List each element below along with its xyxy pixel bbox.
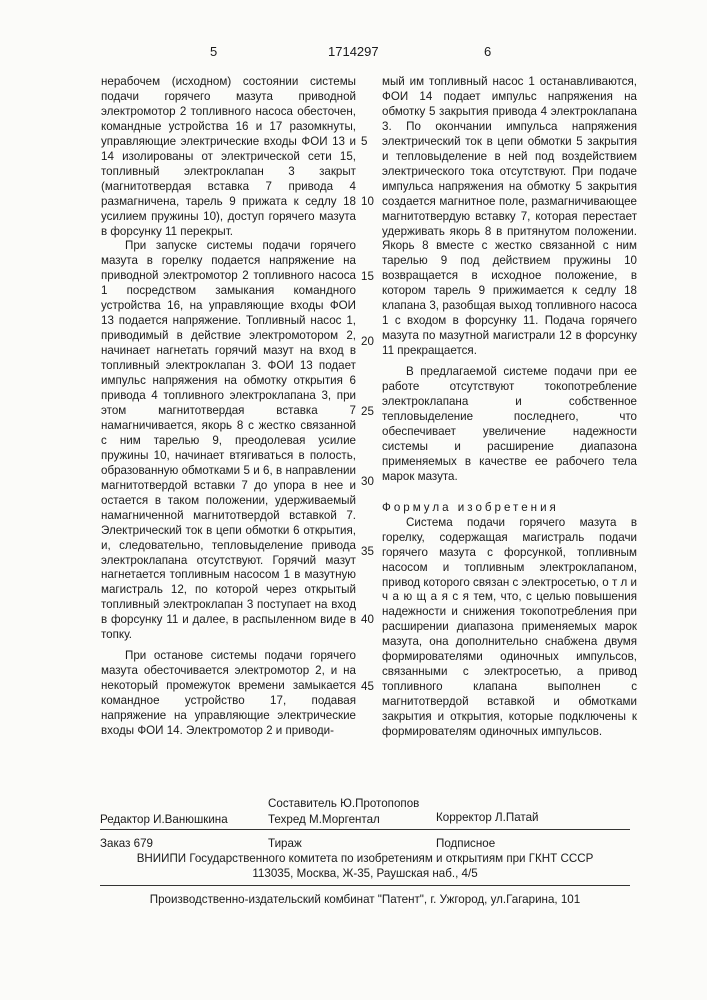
institute: ВНИИПИ Государственного комитета по изобретениям и открытиям при ГКНТ СССР	[136, 852, 594, 865]
divider	[100, 829, 630, 830]
line-number: 25	[361, 405, 374, 418]
line-number: 5	[361, 135, 368, 148]
line-number: 20	[361, 335, 374, 348]
address: 113035, Москва, Ж-35, Раушская наб., 4/5	[252, 867, 478, 880]
patent-number: 1714297	[328, 44, 379, 59]
claims-text: Система подачи горячего мазута в горелку, содержащая магистраль подачи горячего мазута с форсункой, топливным насосом и топливным электроклапаном, привод которого связан с электросетью, о т л и ч а ю щ а я с я тем, что, с целью повышения надежности и снижения токопотребления при расширении диапазона применяемых марок мазута, она дополнительно снабжена двумя формирователями одиночных импульсов, связанными с электросетью, а привод топливного клапана выполнен с магнитотвердой вставкой и обмотками закрытия и открытия, которые подключены к формирователям одиночных импульсов.	[382, 515, 637, 739]
corrector: Корректор Л.Патай	[436, 811, 539, 824]
line-number: 15	[361, 270, 374, 283]
line-number: 40	[361, 613, 374, 626]
publisher: Производственно-издательский комбинат "Патент", г. Ужгород, ул.Гагарина, 101	[149, 893, 581, 906]
circulation: Тираж	[268, 837, 302, 850]
line-number: 10	[361, 195, 374, 208]
line-number: 30	[361, 475, 374, 488]
right-page-number: 6	[484, 44, 492, 59]
paragraph: мый им топливный насос 1 останавливаются, ФОИ 14 подает импульс напряжения на обмотку 5 закрытия привода 4 электроклапана 3. По окончании импульса напряжения электрический ток в цепи обмотки 5 закрытия и тепловыделение в ней под воздействием электрического тока отсутствуют. При подаче импульса напряжения на обмотку 5 закрытия создается магнитное поле, размагничивающее магнитотвердую вставку 7, которая перестает удерживать якорь 8 в притянутом положении. Якорь 8 вместе с жестко связанной с ним тарелью 9 под действием пружины 10 возвращается в исходное положение, в котором тарель 9 прижимается к седлу 18 клапана 3, разобщая выход топливного насоса 1 с входом в форсунку 11. Подача горячего мазута по мазутной магистрали 12 в форсунку 11 прекращается.	[382, 75, 637, 358]
tech-editor: Техред М.Моргентал	[268, 813, 380, 826]
left-column	[101, 75, 356, 739]
claims-heading: Формула изобретения	[382, 500, 559, 514]
subscription: Подписное	[436, 837, 496, 850]
paragraph: При останове системы подачи горячего мазута обесточивается электромотор 2, и на некоторый промежуток времени замыкается командное устройство 17, подавая напряжение на управляющие электрические входы ФОИ 14. Электромотор 2 и приводи-	[101, 649, 356, 737]
paragraph: При запуске системы подачи горячего мазута в горелку подается напряжение на приводной электромотор 2 топливного насоса 1 посредством замыкания командного устройства 16, на управляющие входы ФОИ 13 подается напряжение. Топливный насос 1, приводимый в действие электромотором 2, начинает нагнетать горячий мазут на вход в топливный электроклапан 3. ФОИ 13 подает импульс напряжения на обмотку открытия 6 привода 4 топливного электроклапана 3, при этом магнитотвердая вставка 7 намагничивается, якорь 8 с жестко связанной с ним тарелью 9, преодолевая усилие пружины 10, начинает втягиваться в полость, образованную обмотками 5 и 6, в направлении магнитотвердой вставки 7 до упора в нее и остается в таком положении, удерживаемый намагниченной магнитотвердой вставкой 7. Электрический ток в цепи обмотки 6 открытия, и, следовательно, тепловыделение привода электроклапана отсутствуют. Горячий мазут нагнетается топливным насосом 1 в мазутную магистраль 12, по которой через открытый топливный электроклапан 3 поступает на вход в форсунку 11 и далее, в распыленном виде в топку.	[101, 239, 356, 642]
paragraph: нерабочем (исходном) состоянии системы подачи горячего мазута приводной электромотор 2 топливного насоса обесточен, командные устройства 16 и 17 разомкнуты, управляющие электрические входы ФОИ 13 и 14 изолированы от электрической сети 15, топливный электроклапан 3 закрыт (магнитотвердая вставка 7 привода 4 размагничена, тарель 9 прижата к седлу 18 усилием пружины 10), доступ горячего мазута в форсунку 11 перекрыт.	[101, 75, 356, 238]
line-number: 35	[361, 545, 374, 558]
divider	[100, 885, 630, 886]
right-column	[382, 75, 637, 740]
paragraph: В предлагаемой системе подачи при ее работе отсутствуют токопотребление электроклапана и собственное тепловыделение последнего, что обеспечивает увеличение надежности системы и расширение диапазона применяемых в качестве ее рабочего тела марок мазута.	[382, 365, 637, 483]
editor: Редактор И.Ванюшкина	[100, 813, 228, 826]
order: Заказ 679	[100, 837, 153, 850]
left-page-number: 5	[210, 44, 218, 59]
compiler: Составитель Ю.Протопопов	[268, 797, 420, 810]
line-number: 45	[361, 680, 374, 693]
